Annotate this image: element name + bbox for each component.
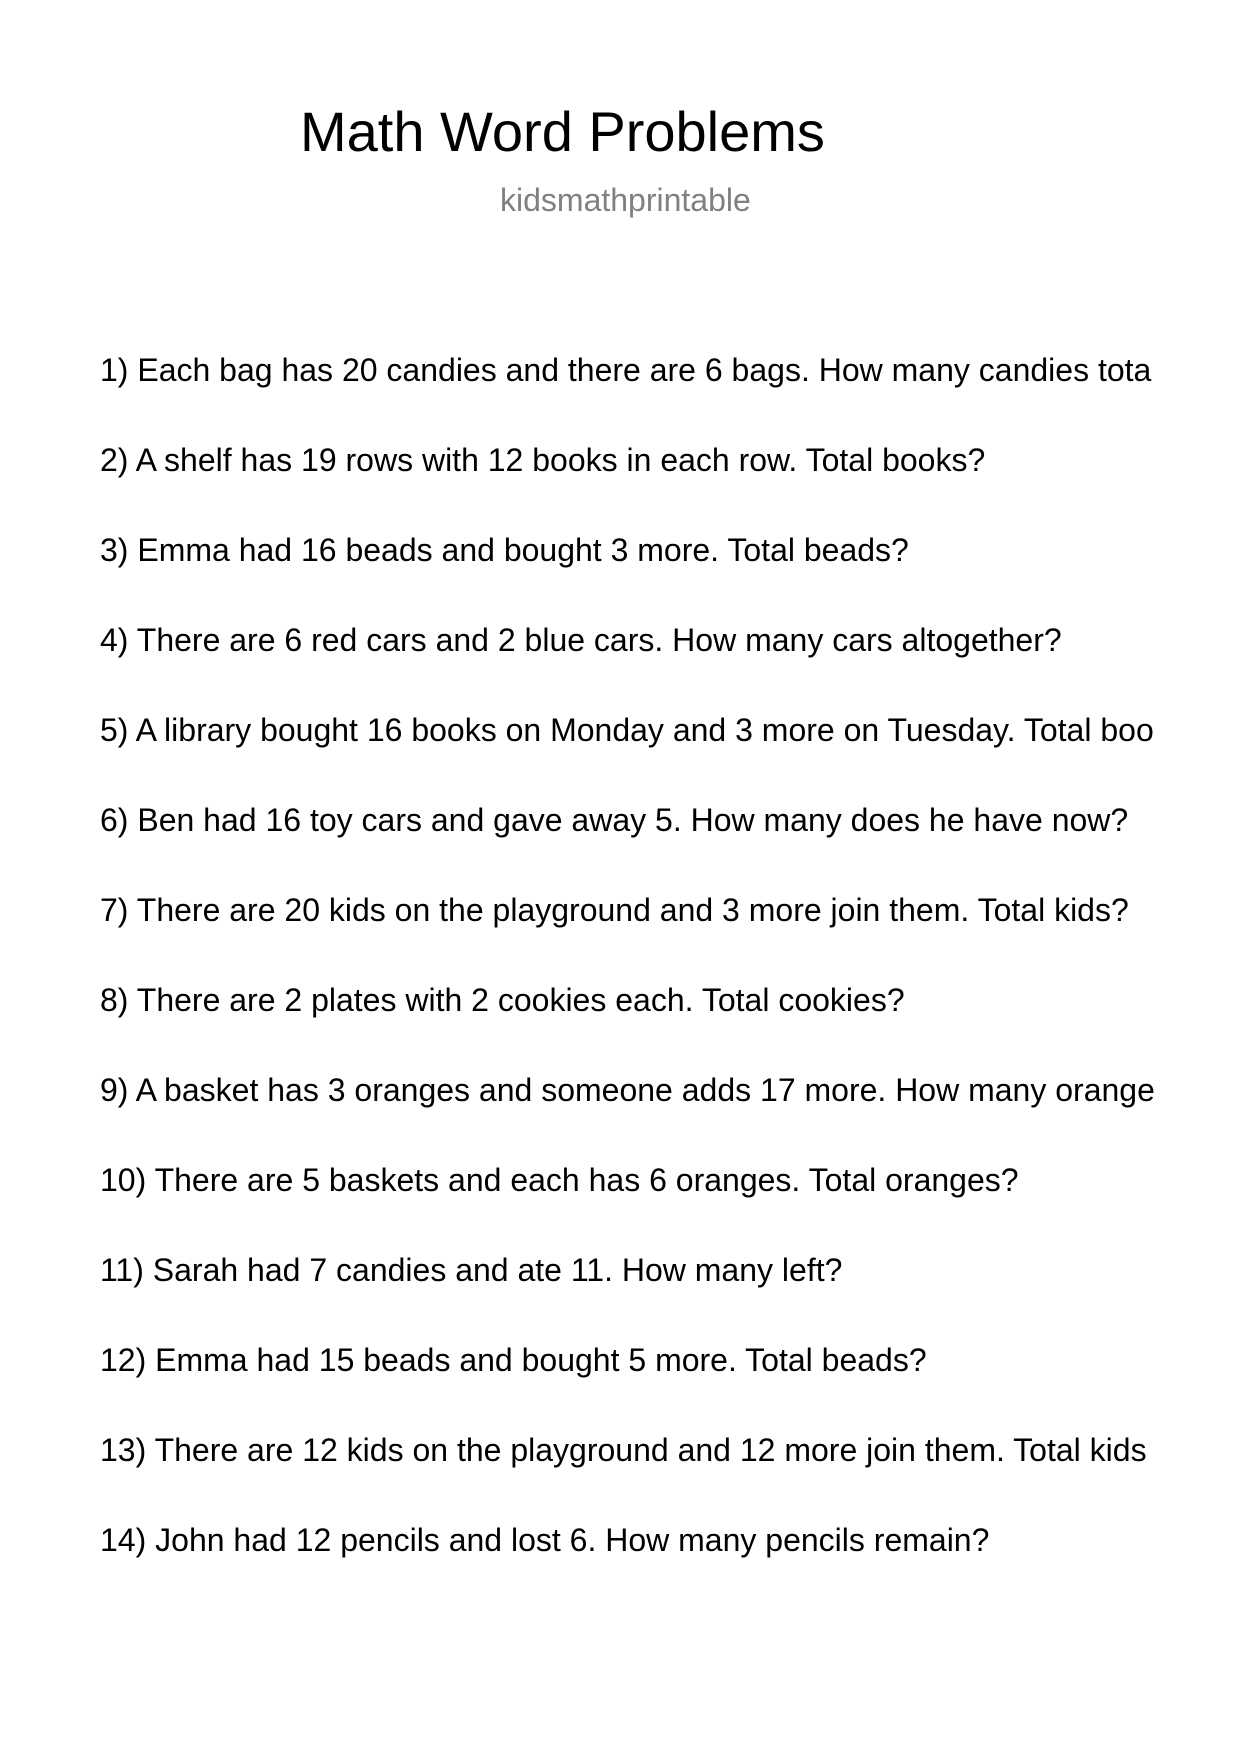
problem-item: 9) A basket has 3 oranges and someone adds 17 more. How many orange — [100, 1072, 1155, 1108]
problem-item: 3) Emma had 16 beads and bought 3 more. Total beads? — [100, 532, 909, 568]
problem-item: 14) John had 12 pencils and lost 6. How many pencils remain? — [100, 1522, 990, 1558]
problem-item: 7) There are 20 kids on the playground and 3 more join them. Total kids? — [100, 892, 1129, 928]
problem-item: 4) There are 6 red cars and 2 blue cars. How many cars altogether? — [100, 622, 1062, 658]
problem-item: 2) A shelf has 19 rows with 12 books in each row. Total books? — [100, 442, 986, 478]
problem-item: 10) There are 5 baskets and each has 6 oranges. Total oranges? — [100, 1162, 1019, 1198]
problem-item: 1) Each bag has 20 candies and there are 6 bags. How many candies tota — [100, 352, 1152, 388]
page-title: Math Word Problems — [300, 100, 825, 163]
problem-item: 8) There are 2 plates with 2 cookies each. Total cookies? — [100, 982, 905, 1018]
problem-list — [100, 348, 1240, 1608]
problem-item: 11) Sarah had 7 candies and ate 11. How many left? — [100, 1252, 843, 1288]
problem-item: 12) Emma had 15 beads and bought 5 more. Total beads? — [100, 1342, 927, 1378]
page-subtitle: kidsmathprintable — [500, 182, 751, 218]
problem-item: 13) There are 12 kids on the playground and 12 more join them. Total kids — [100, 1432, 1147, 1468]
problem-item: 5) A library bought 16 books on Monday and 3 more on Tuesday. Total boo — [100, 712, 1154, 748]
problem-item: 6) Ben had 16 toy cars and gave away 5. How many does he have now? — [100, 802, 1129, 838]
